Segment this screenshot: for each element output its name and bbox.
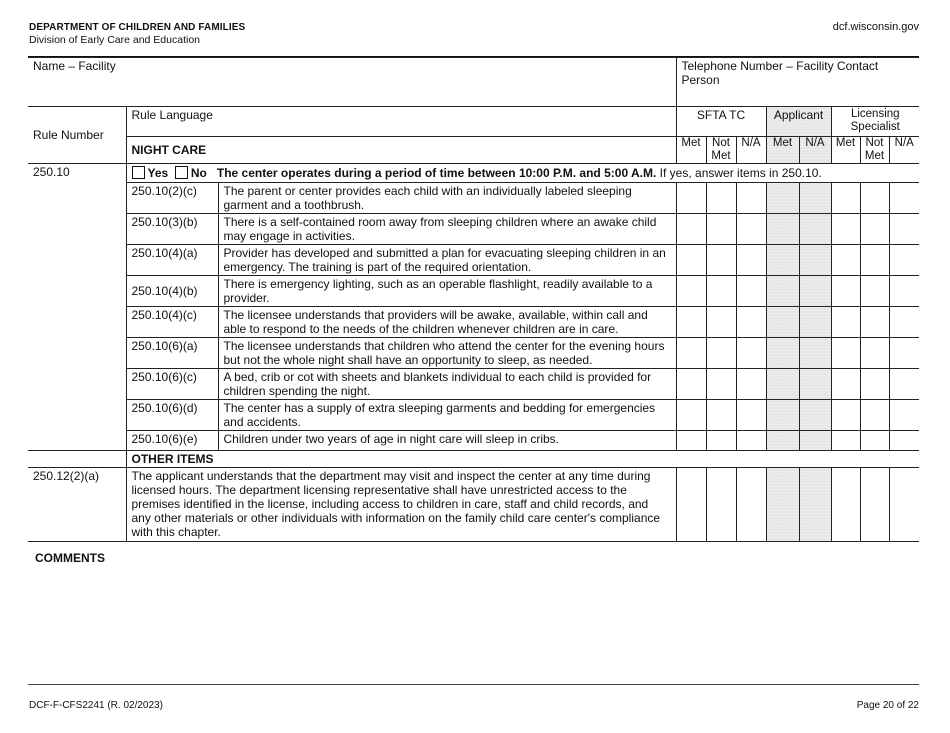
ls-not-met-cell[interactable]: [860, 245, 889, 276]
table-row: [28, 307, 919, 338]
item-rule-number: 250.10(4)(a): [126, 245, 218, 276]
sfta-met-cell[interactable]: [676, 307, 706, 338]
ls-na-cell[interactable]: [889, 214, 919, 245]
website-link[interactable]: dcf.wisconsin.gov: [832, 21, 919, 33]
item-rule-number: 250.10(3)(b): [126, 214, 218, 245]
comments-label: COMMENTS: [35, 551, 105, 565]
no-label: No: [190, 166, 207, 180]
ls-met-cell[interactable]: [831, 276, 860, 307]
yes-label: Yes: [147, 166, 169, 180]
item-rule-number: 250.10(2)(c): [126, 183, 218, 214]
facility-phone-label: Telephone Number – Facility Contact Person: [681, 59, 879, 87]
item-rule-number: 250.12(2)(a): [28, 468, 126, 542]
night-care-question-row: [28, 164, 919, 183]
table-row: [28, 276, 919, 307]
ls-met-cell[interactable]: [831, 338, 860, 369]
ls-na-cell[interactable]: [889, 431, 919, 451]
ls-met-cell[interactable]: [831, 468, 860, 542]
no-checkbox[interactable]: [175, 166, 188, 179]
ls-na-cell[interactable]: [889, 468, 919, 542]
sfta-na-cell[interactable]: [736, 431, 766, 451]
other-items-title: OTHER ITEMS: [126, 451, 919, 468]
ls-na-cell[interactable]: [889, 338, 919, 369]
applicant-met-cell[interactable]: [766, 183, 799, 214]
ls-not-met-cell[interactable]: [860, 369, 889, 400]
item-rule-number: 250.10(6)(d): [126, 400, 218, 431]
sfta-na-cell[interactable]: [736, 400, 766, 431]
sfta-na-cell[interactable]: [736, 468, 766, 542]
applicant-met-cell[interactable]: [766, 338, 799, 369]
checklist-table: [28, 57, 919, 542]
ls-met-cell[interactable]: [831, 400, 860, 431]
ls-not-met-cell[interactable]: [860, 431, 889, 451]
sfta-not-met-cell[interactable]: [706, 214, 736, 245]
ls-na-cell[interactable]: [889, 245, 919, 276]
item-rule-number: 250.10(6)(c): [126, 369, 218, 400]
applicant-met-header: Met: [766, 137, 799, 164]
section-rule-number: 250.10: [28, 164, 126, 451]
sfta-met-cell[interactable]: [676, 276, 706, 307]
item-rule-text: Provider has developed and submitted a plan for evacuating sleeping children in an emergency. The training is part of the required orientation.: [218, 245, 676, 276]
night-care-question: [126, 164, 919, 183]
ls-met-cell[interactable]: [831, 431, 860, 451]
page-header: [29, 21, 245, 47]
rule-language-header: Rule Language: [126, 107, 676, 137]
ls-not-met-cell[interactable]: [860, 468, 889, 542]
applicant-met-cell[interactable]: [766, 468, 799, 542]
ls-met-cell[interactable]: [831, 307, 860, 338]
item-rule-number: 250.10(6)(a): [126, 338, 218, 369]
ls-not-met-cell[interactable]: [860, 276, 889, 307]
sfta-met-cell[interactable]: [676, 214, 706, 245]
facility-phone-field[interactable]: [676, 58, 919, 107]
sfta-met-cell[interactable]: [676, 245, 706, 276]
table-row: [28, 468, 919, 542]
applicant-na-cell[interactable]: [799, 214, 831, 245]
sfta-met-cell[interactable]: [676, 468, 706, 542]
sfta-na-cell[interactable]: [736, 183, 766, 214]
item-rule-text: There is a self-contained room away from sleeping children where an awake child may engage in activities.: [218, 214, 676, 245]
sfta-na-cell[interactable]: [736, 307, 766, 338]
sfta-met-cell[interactable]: [676, 400, 706, 431]
facility-row: [28, 58, 919, 107]
sfta-not-met-cell[interactable]: [706, 307, 736, 338]
applicant-na-cell[interactable]: [799, 307, 831, 338]
ls-met-cell[interactable]: [831, 214, 860, 245]
table-row: [28, 338, 919, 369]
sfta-not-met-cell[interactable]: [706, 245, 736, 276]
sfta-not-met-header: Not Met: [706, 137, 736, 164]
sfta-met-cell[interactable]: [676, 338, 706, 369]
yes-checkbox[interactable]: [132, 166, 145, 179]
facility-name-label: Name – Facility: [33, 59, 116, 73]
licensing-specialist-header: Licensing Specialist: [831, 107, 919, 137]
sfta-not-met-cell[interactable]: [706, 338, 736, 369]
ls-na-header: N/A: [889, 137, 919, 164]
department-name: DEPARTMENT OF CHILDREN AND FAMILIES: [29, 22, 246, 33]
ls-not-met-cell[interactable]: [860, 400, 889, 431]
table-row: [28, 214, 919, 245]
sfta-na-cell[interactable]: [736, 214, 766, 245]
ls-na-cell[interactable]: [889, 369, 919, 400]
page-number: Page 20 of 22: [856, 700, 919, 711]
applicant-na-cell[interactable]: [799, 468, 831, 542]
ls-na-cell[interactable]: [889, 276, 919, 307]
item-rule-text: The licensee understands that children who attend the center for the evening hours but not the whole night shall have an opportunity to sleep, as needed.: [218, 338, 676, 369]
applicant-na-cell[interactable]: [799, 338, 831, 369]
sfta-not-met-cell[interactable]: [706, 400, 736, 431]
table-row: [28, 245, 919, 276]
sfta-not-met-cell[interactable]: [706, 468, 736, 542]
ls-na-cell[interactable]: [889, 183, 919, 214]
applicant-na-cell[interactable]: [799, 276, 831, 307]
other-items-header-row: [28, 451, 919, 468]
ls-met-header: Met: [831, 137, 860, 164]
footer-rule: [28, 684, 919, 685]
sfta-not-met-cell[interactable]: [706, 369, 736, 400]
applicant-met-cell[interactable]: [766, 214, 799, 245]
ls-not-met-header: Not Met: [860, 137, 889, 164]
sfta-na-cell[interactable]: [736, 369, 766, 400]
sfta-na-cell[interactable]: [736, 245, 766, 276]
ls-na-cell[interactable]: [889, 307, 919, 338]
ls-not-met-cell[interactable]: [860, 183, 889, 214]
sfta-na-header: N/A: [736, 137, 766, 164]
item-rule-text: A bed, crib or cot with sheets and blankets individual to each child is provided for children spending the night.: [218, 369, 676, 400]
sfta-not-met-cell[interactable]: [706, 183, 736, 214]
sfta-met-cell[interactable]: [676, 431, 706, 451]
applicant-met-cell[interactable]: [766, 400, 799, 431]
sfta-not-met-cell[interactable]: [706, 276, 736, 307]
item-rule-number: 250.10(4)(b): [126, 276, 218, 307]
applicant-met-cell[interactable]: [766, 276, 799, 307]
question-text: The center operates during a period of time between 10:00 P.M. and 5:00 A.M.: [216, 166, 657, 180]
applicant-met-cell[interactable]: [766, 245, 799, 276]
section-title: NIGHT CARE: [126, 137, 676, 164]
item-rule-number: 250.10(6)(e): [126, 431, 218, 451]
column-header-row: [28, 107, 919, 137]
sfta-met-cell[interactable]: [676, 369, 706, 400]
table-row: [28, 431, 919, 451]
applicant-na-cell[interactable]: [799, 431, 831, 451]
sfta-na-cell[interactable]: [736, 276, 766, 307]
form-id: DCF-F-CFS2241 (R. 02/2023): [29, 700, 163, 711]
sfta-na-cell[interactable]: [736, 338, 766, 369]
applicant-na-cell[interactable]: [799, 245, 831, 276]
item-rule-text: Children under two years of age in night care will sleep in cribs.: [218, 431, 676, 451]
ls-met-cell[interactable]: [831, 369, 860, 400]
applicant-na-cell[interactable]: [799, 183, 831, 214]
ls-na-cell[interactable]: [889, 400, 919, 431]
ls-met-cell[interactable]: [831, 245, 860, 276]
ls-not-met-cell[interactable]: [860, 307, 889, 338]
division-name: Division of Early Care and Education: [29, 34, 201, 46]
facility-name-field[interactable]: [28, 58, 676, 107]
rule-number-header: Rule Number: [28, 107, 126, 164]
sfta-not-met-cell[interactable]: [706, 431, 736, 451]
applicant-met-cell[interactable]: [766, 369, 799, 400]
sfta-met-header: Met: [676, 137, 706, 164]
applicant-met-cell[interactable]: [766, 431, 799, 451]
ls-met-cell[interactable]: [831, 183, 860, 214]
item-rule-text: There is emergency lighting, such as an operable flashlight, readily available to a provider.: [218, 276, 676, 307]
item-rule-text: The center has a supply of extra sleeping garments and bedding for emergencies and accidents.: [218, 400, 676, 431]
other-items-empty-cell: [28, 451, 126, 468]
applicant-na-cell[interactable]: [799, 369, 831, 400]
ls-not-met-cell[interactable]: [860, 338, 889, 369]
section-header-row: [28, 137, 919, 164]
item-rule-text: The applicant understands that the department may visit and inspect the center at any time during licensed hours. The department licensing representative shall have unrestricted access to the premises identified in the license, including access to children in care, staff and child records, and any other materials or other individuals with information on the family child care center's compliance with this chapter.: [126, 468, 676, 542]
applicant-na-cell[interactable]: [799, 400, 831, 431]
item-rule-text: The licensee understands that providers will be awake, available, within call and able to respond to the needs of the children whenever children are in care.: [218, 307, 676, 338]
applicant-met-cell[interactable]: [766, 307, 799, 338]
ls-not-met-cell[interactable]: [860, 214, 889, 245]
applicant-na-header: N/A: [799, 137, 831, 164]
table-row: [28, 400, 919, 431]
sfta-tc-header: SFTA TC: [676, 107, 766, 137]
applicant-header: Applicant: [766, 107, 831, 137]
question-instruction: If yes, answer items in 250.10.: [656, 166, 822, 180]
sfta-met-cell[interactable]: [676, 183, 706, 214]
table-row: [28, 183, 919, 214]
item-rule-number: 250.10(4)(c): [126, 307, 218, 338]
item-rule-text: The parent or center provides each child with an individually labeled sleeping garment and a toothbrush.: [218, 183, 676, 214]
table-row: [28, 369, 919, 400]
